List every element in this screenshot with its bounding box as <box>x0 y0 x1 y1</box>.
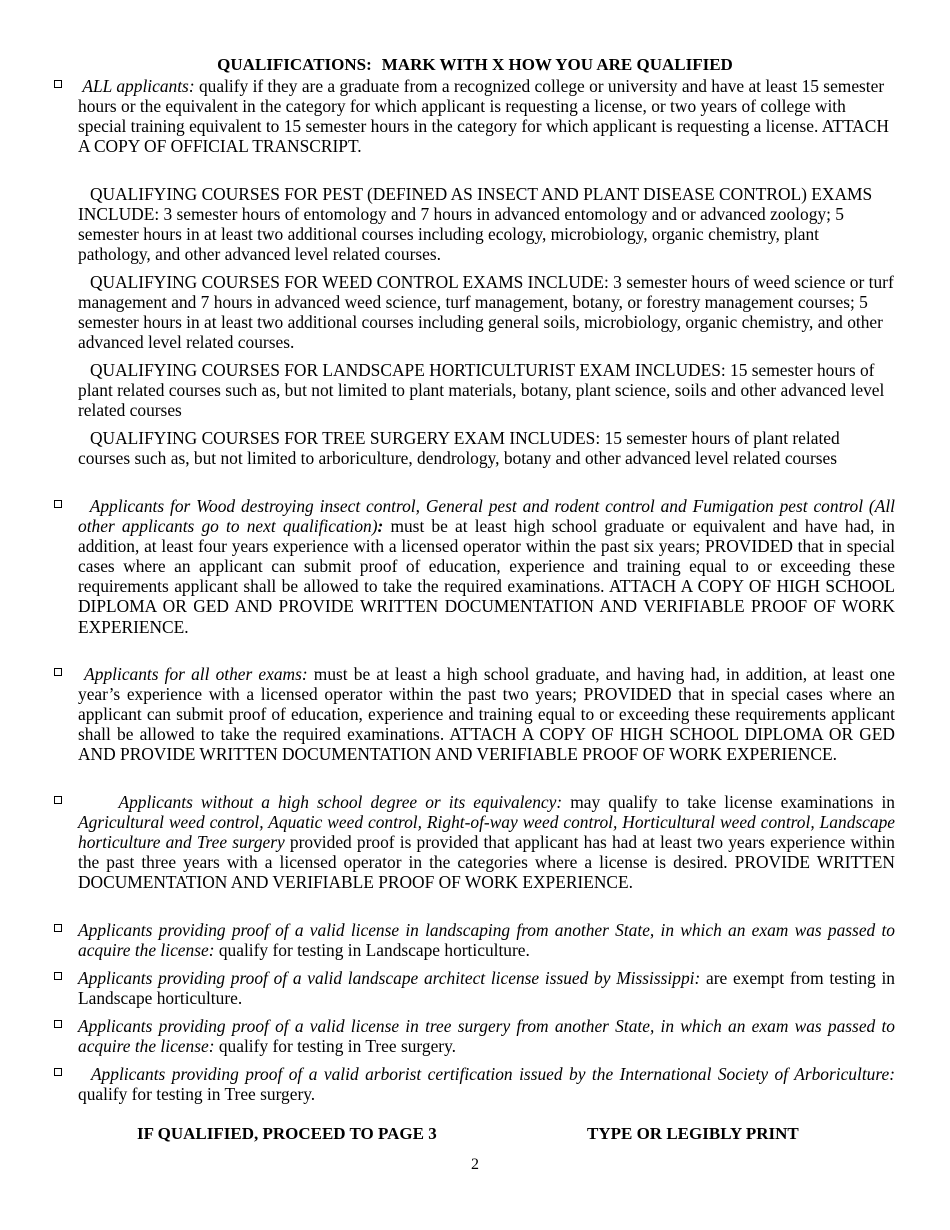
landscape-courses-text: QUALIFYING COURSES FOR LANDSCAPE HORTICULTURIST EXAM INCLUDES: 15 semester hours of plant related courses such as, but not limited to plant materials, botany, plant science, soils and other advanced level related courses <box>78 360 885 421</box>
no-high-school-body-2: provided proof is provided that applicant has had at least two years experience within the past three years with a licensed operator in the categories where a license is desired. PROVIDE WRITTEN DOCUMENTATION AND VERIFIABLE PROOF OF WORK EXPERIENCE. <box>78 832 895 893</box>
all-applicants-body: qualify if they are a graduate from a recognized college or university and have at least 15 semester hours or the equivalent in the category for which applicant is requesting a license, or two years of college with special training equivalent to 15 semester hours in the category for which applicant is requesting a license. ATTACH A COPY OF OFFICIAL TRANSCRIPT. <box>78 76 889 157</box>
arborist-body: qualify for testing in Tree surgery. <box>78 1084 316 1105</box>
qualification-tree-surgery-other-state <box>78 1016 895 1056</box>
other-exams-text <box>78 664 895 764</box>
weed-courses-paragraph <box>78 272 895 352</box>
page-number: 2 <box>471 1156 479 1173</box>
qualification-all-applicants <box>78 76 895 156</box>
all-applicants-checkbox[interactable] <box>54 80 62 88</box>
landscape-architect-text <box>78 968 895 1008</box>
all-applicants-text <box>78 76 895 156</box>
tree-courses-text: QUALIFYING COURSES FOR TREE SURGERY EXAM INCLUDES: 15 semester hours of plant related courses such as, but not limited to arboriculture, dendrology, botany and other advanced level related courses <box>78 428 840 469</box>
tree-surgery-other-state-body: qualify for testing in Tree surgery. <box>214 1036 457 1057</box>
pest-courses-paragraph <box>78 184 895 264</box>
tree-surgery-other-state-text <box>78 1016 895 1056</box>
qualification-landscape-architect <box>78 968 895 1008</box>
no-high-school-checkbox[interactable] <box>54 796 62 804</box>
tree-surgery-other-state-lead: Applicants providing proof of a valid license in tree surgery from another State, in which an exam was passed to acquire the license: <box>78 1016 895 1057</box>
other-exams-checkbox[interactable] <box>54 668 62 676</box>
no-high-school-body-1: may qualify to take license examinations in <box>562 792 895 812</box>
all-applicants-lead: ALL applicants: <box>82 76 195 96</box>
arborist-text <box>78 1064 895 1104</box>
landscape-other-state-body: qualify for testing in Landscape horticulture. <box>214 940 530 961</box>
qualification-landscape-other-state <box>78 920 895 960</box>
wood-destroying-text <box>78 496 895 637</box>
wood-destroying-checkbox[interactable] <box>54 500 62 508</box>
print-instruction: TYPE OR LEGIBLY PRINT <box>587 1124 799 1143</box>
landscape-courses-paragraph <box>78 360 895 420</box>
arborist-checkbox[interactable] <box>54 1068 62 1076</box>
no-high-school-lead: Applicants without a high school degree or its equivalency: <box>118 792 563 812</box>
weed-courses-text: QUALIFYING COURSES FOR WEED CONTROL EXAMS INCLUDE: 3 semester hours of weed science or turf management and 7 hours in advanced weed science, turf management, botany, or forestry management courses; 5 semester hours in at least two additional courses including general soils, microbiology, organic chemistry, and other advanced level related courses. <box>78 272 894 353</box>
page-title <box>0 55 950 75</box>
qualification-other-exams <box>78 664 895 764</box>
landscape-other-state-checkbox[interactable] <box>54 924 62 932</box>
landscape-architect-body: are exempt from testing in Landscape horticulture. <box>78 968 895 1009</box>
landscape-architect-checkbox[interactable] <box>54 972 62 980</box>
title-part-1: QUALIFICATIONS: <box>217 55 372 74</box>
pest-courses-text: QUALIFYING COURSES FOR PEST (DEFINED AS INSECT AND PLANT DISEASE CONTROL) EXAMS INCLUDE: 3 semester hours of entomology and 7 hours in advanced entomology and or advanced zoology; 5 semester hours in at least two additional courses including ecology, microbiology, organic chemistry, plant pathology, and other advanced level related courses. <box>78 184 873 265</box>
wood-destroying-colon: : <box>377 516 384 537</box>
landscape-other-state-text <box>78 920 895 960</box>
qualification-arborist <box>78 1064 895 1104</box>
wood-destroying-body: must be at least high school graduate or equivalent and have had, in addition, at least four years experience with a licensed operator within the past six years; PROVIDED that in special cases where an applicant can submit proof of education, experience and training equal to or exceeding these requirements applicant shall be allowed to take the required examinations. ATTACH A COPY OF HIGH SCHOOL DIPLOMA OR GED AND PROVIDE WRITTEN DOCUMENTATION AND VERIFIABLE PROOF OF WORK EXPERIENCE. <box>78 516 895 637</box>
proceed-instruction: IF QUALIFIED, PROCEED TO PAGE 3 <box>137 1124 437 1143</box>
qualification-wood-destroying <box>78 496 895 637</box>
wood-destroying-lead: Applicants for Wood destroying insect control, General pest and rodent control and Fumigation pest control (All other applicants go to next qualification) <box>78 496 895 537</box>
qualification-no-high-school <box>78 792 895 892</box>
tree-surgery-other-state-checkbox[interactable] <box>54 1020 62 1028</box>
arborist-lead: Applicants providing proof of a valid arborist certification issued by the International Society of Arboriculture: <box>90 1064 895 1084</box>
no-high-school-categories: Agricultural weed control, Aquatic weed control, Right-of-way weed control, Horticultural weed control, Landscape horticulture and Tree surgery <box>78 812 895 853</box>
title-part-2: MARK WITH X HOW YOU ARE QUALIFIED <box>381 55 733 74</box>
tree-courses-paragraph <box>78 428 895 468</box>
other-exams-lead: Applicants for all other exams: <box>84 664 308 684</box>
other-exams-body: must be at least a high school graduate, and having had, in addition, at least one year’s experience with a licensed operator within the past two years; PROVIDED that in special cases where an applicant can submit proof of education, experience and training equal to or exceeding these requirements applicant shall be allowed to take the required examinations. ATTACH A COPY OF HIGH SCHOOL DIPLOMA OR GED AND PROVIDE WRITTEN DOCUMENTATION AND VERIFIABLE PROOF OF WORK EXPERIENCE. <box>78 664 895 765</box>
landscape-architect-lead: Applicants providing proof of a valid landscape architect license issued by Mississippi: <box>78 968 701 988</box>
landscape-other-state-lead: Applicants providing proof of a valid license in landscaping from another State, in which an exam was passed to acquire the license: <box>78 920 895 961</box>
no-high-school-text <box>78 792 895 892</box>
